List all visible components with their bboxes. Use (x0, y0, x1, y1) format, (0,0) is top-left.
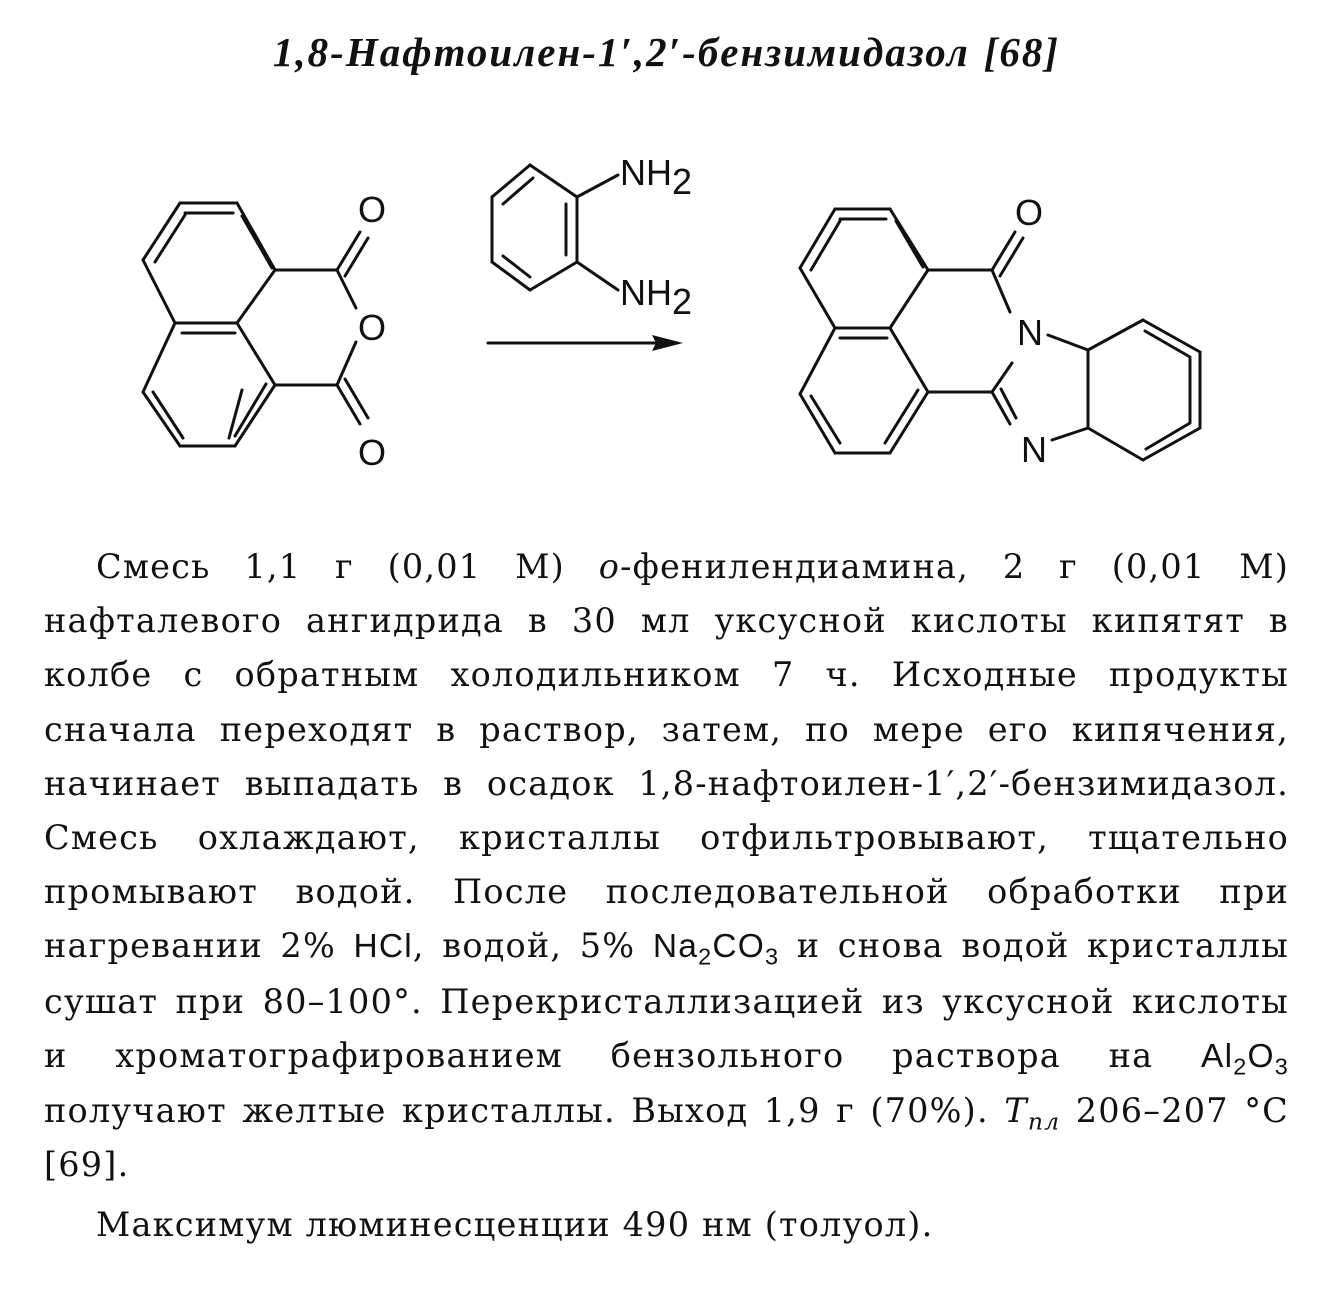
title-reference: [68] (983, 29, 1061, 75)
luminescence-paragraph: Максимум люминесценции 490 нм (толуол). (96, 1205, 934, 1245)
formula-al2o3: $Al_2O_3$ (1201, 1037, 1289, 1080)
title-compound-name: 1,8-Нафтоилен-1′,2′-бензимидазол (272, 29, 970, 75)
amine-label-bottom: NH2 (620, 272, 693, 322)
anhydride-carbonyl-oxygen-top: O (357, 189, 387, 230)
product-carbonyl-oxygen: O (1014, 192, 1044, 233)
melting-point-symbol: $T_{пл}$ (1004, 1091, 1061, 1136)
formula-na2co3: $Na_2CO_3$ (652, 928, 780, 971)
anhydride-ring-oxygen: O (357, 307, 387, 348)
procedure-paragraph: Смесь 1,1 г (0,01 М) о-фенилендиамина, 2 г (0,01 М) нафталевого ангидрида в 30 мл уксусной кислоты кипятят в колбе с обратным холодильником 7 ч. Исходные продукты сначала переходят в раствор, затем, по мере его кипячения, начинает выпадать в осадок 1,8-нафтоилен-1′,2′-бензимидазол. Смесь охлаждают, кристаллы отфильтровывают, тщательно промывают водой. После последовательной обработки при нагревании 2% HCl, водой, 5% $Na_2CO_3$ и снова водой кристаллы сушат при 80–100°. Перекристаллизацией из уксусной кислоты и хроматографированием бензольного раствора на $Al_2O_3$ получают желтые кристаллы. Выход 1,9 г (70%). $T_{пл}$ 206–207 °С [69]. (44, 547, 1289, 1185)
reaction-scheme (0, 0, 1333, 500)
product-imine-nitrogen: N (1021, 429, 1047, 470)
amine-label-top: NH2 (620, 152, 693, 202)
formula-hcl: HCl (353, 928, 413, 966)
anhydride-carbonyl-oxygen-bottom: O (357, 432, 387, 473)
procedure-text (44, 540, 1289, 1253)
product-ring-nitrogen: N (1017, 312, 1043, 353)
